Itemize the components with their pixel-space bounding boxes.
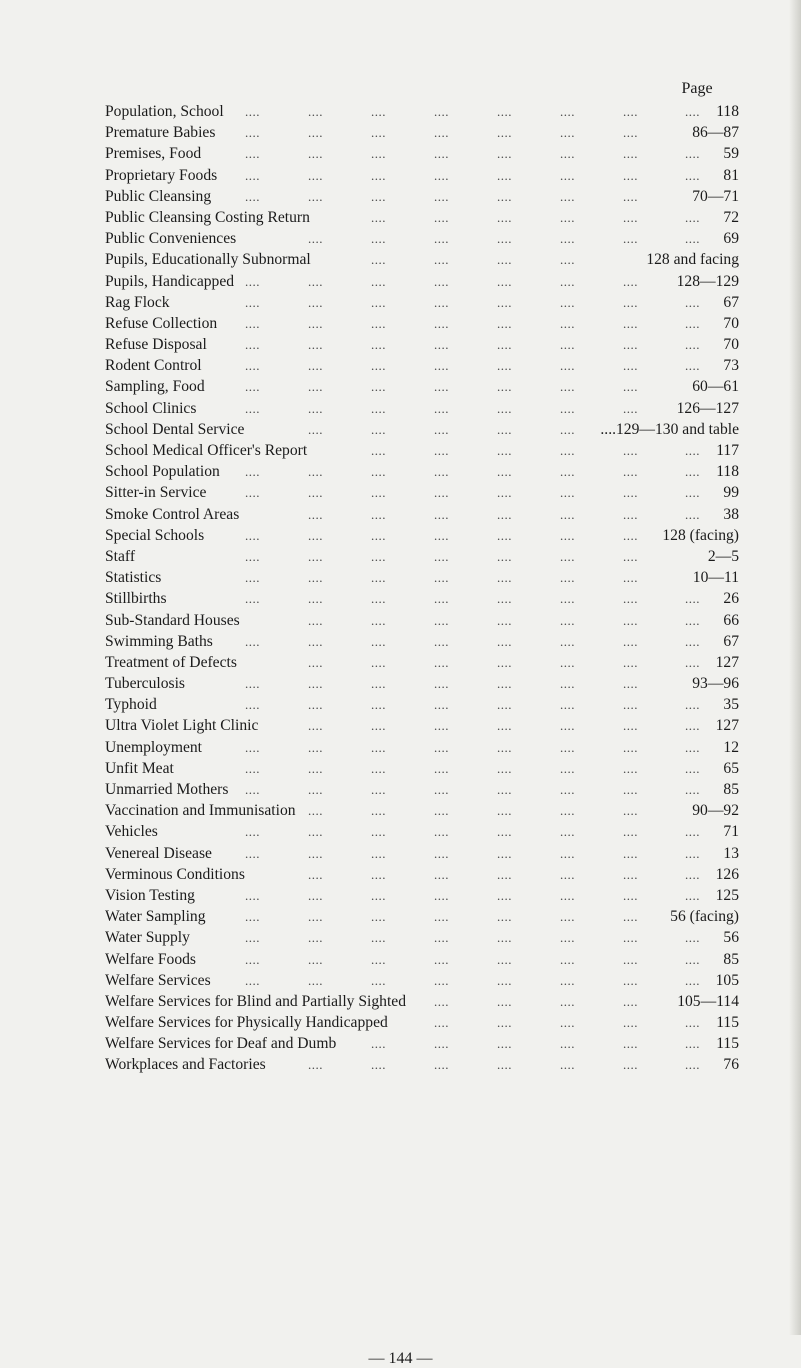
index-entry <box>105 186 739 207</box>
index-entry <box>105 419 739 440</box>
index-term: Refuse Disposal <box>105 336 207 354</box>
index-page-ref: 69 <box>723 230 739 248</box>
index-page-ref: 65 <box>723 759 739 777</box>
index-page-ref: 13 <box>723 844 739 862</box>
index-term: Treatment of Defects <box>105 653 237 671</box>
leader-dots: .... .... .... .... .... .... .... .... <box>245 887 700 903</box>
index-term: Welfare Services for Blind and Partially Sighted <box>105 992 407 1010</box>
leader-dots: .... .... .... .... .... .... .... .... <box>245 697 700 713</box>
index-term: Typhoid <box>105 696 157 714</box>
index-page-ref: 67 <box>723 293 739 311</box>
leader-dots: .... .... .... .... .... .... .... .... <box>245 358 700 374</box>
index-entry <box>105 482 739 503</box>
index-page-ref: 70—71 <box>692 187 739 205</box>
index-entry <box>105 122 739 143</box>
index-term: Rag Flock <box>105 293 170 311</box>
index-page-ref: 118 <box>716 463 739 481</box>
leader-dots: .... .... .... .... .... .... <box>371 209 700 225</box>
index-entry <box>105 758 739 779</box>
index-page-ref: 56 (facing) <box>670 908 739 926</box>
index-entry <box>105 334 739 355</box>
leader-dots: .... .... .... .... .... .... .... .... <box>245 760 700 776</box>
index-term: Welfare Services for Deaf and Dumb <box>105 1035 337 1053</box>
index-entry <box>105 949 739 970</box>
index-term: Water Supply <box>105 929 190 947</box>
index-entry <box>105 525 739 546</box>
index-term: Workplaces and Factories <box>105 1056 266 1074</box>
index-term: Sub-Standard Houses <box>105 611 240 629</box>
index-entry <box>105 715 739 736</box>
index-page-ref: 70 <box>723 336 739 354</box>
leader-dots: .... .... .... .... .... .... .... .... <box>245 104 700 119</box>
index-entry <box>105 207 739 228</box>
leader-dots: .... .... .... .... .... .... .... <box>245 570 638 586</box>
index-page-ref: 35 <box>723 696 739 714</box>
index-page-ref: 93—96 <box>692 675 739 693</box>
index-term: Population, School <box>105 103 224 120</box>
index-page-ref: 67 <box>723 632 739 650</box>
index-term: Sampling, Food <box>105 378 205 396</box>
index-entry <box>105 970 739 991</box>
leader-dots: .... .... .... .... .... .... .... <box>308 718 700 734</box>
leader-dots: .... .... .... .... .... .... .... <box>308 1057 700 1073</box>
index-entry <box>105 843 739 864</box>
index-entry <box>105 313 739 334</box>
index-entry <box>105 1033 739 1054</box>
index-entry <box>105 885 739 906</box>
leader-dots: .... .... .... .... .... <box>434 1015 700 1031</box>
index-term: Smoke Control Areas <box>105 505 240 523</box>
index-entry <box>105 461 739 482</box>
index-entry <box>105 588 739 609</box>
index-term: Refuse Collection <box>105 314 218 332</box>
leader-dots: .... .... .... .... <box>434 993 638 1009</box>
page-edge-shadow <box>789 0 801 1335</box>
index-page-ref: 126—127 <box>676 399 739 417</box>
leader-dots: .... .... .... .... .... .... .... .... <box>245 167 700 183</box>
index-entry <box>105 271 739 292</box>
page-folio: — 144 — <box>368 1350 433 1367</box>
index-term: Swimming Baths <box>105 632 213 650</box>
index-term: Vision Testing <box>105 886 195 904</box>
index-list <box>105 101 739 1076</box>
leader-dots: .... .... .... .... .... .... .... .... <box>245 337 700 353</box>
index-entry <box>105 694 739 715</box>
leader-dots: .... .... .... .... .... .... .... <box>245 527 638 543</box>
leader-dots: .... .... .... .... .... .... .... .... <box>245 146 700 162</box>
index-page-ref: 127 <box>715 653 739 671</box>
index-entry <box>105 165 739 186</box>
leader-dots: .... .... .... .... .... .... .... .... <box>245 739 700 755</box>
index-entry <box>105 355 739 376</box>
index-entry <box>105 800 739 821</box>
index-page-ref: 66 <box>723 611 739 629</box>
index-page-ref: 70 <box>723 314 739 332</box>
index-page-ref: 59 <box>723 145 739 163</box>
index-page-ref: 125 <box>715 886 739 904</box>
index-entry <box>105 991 739 1012</box>
index-term: Public Conveniences <box>105 230 237 248</box>
index-term: School Population <box>105 463 220 481</box>
index-page-ref: 71 <box>723 823 739 841</box>
index-entry <box>105 228 739 249</box>
index-term: Welfare Services for Physically Handicapped <box>105 1014 388 1032</box>
leader-dots: .... .... .... .... .... .... .... <box>245 548 638 564</box>
index-page-ref: 115 <box>716 1014 739 1032</box>
index-entry <box>105 292 739 313</box>
index-entry <box>105 779 739 800</box>
index-entry <box>105 1012 739 1033</box>
index-term: Unfit Meat <box>105 759 174 777</box>
index-entry <box>105 737 739 758</box>
index-page-ref: 85 <box>723 950 739 968</box>
index-page-ref: 105—114 <box>677 992 739 1010</box>
index-term: Unmarried Mothers <box>105 781 229 798</box>
leader-dots: .... .... .... .... .... .... .... .... <box>245 930 700 946</box>
index-page-ref: 85 <box>723 781 739 798</box>
index-entry <box>105 673 739 694</box>
index-term: Special Schools <box>105 526 205 544</box>
index-page-ref: 126 <box>715 865 739 883</box>
index-entry <box>105 546 739 567</box>
index-entry <box>105 376 739 397</box>
leader-dots: .... .... .... .... .... .... .... .... <box>245 972 700 988</box>
index-term: Venereal Disease <box>105 844 212 862</box>
index-term: Staff <box>105 547 136 565</box>
index-term: Verminous Conditions <box>105 865 245 883</box>
index-page-ref: 26 <box>723 590 739 608</box>
index-term: Public Cleansing Costing Return <box>105 208 310 226</box>
page-column-heading: Page <box>681 80 713 97</box>
index-page-ref: 56 <box>723 929 739 947</box>
leader-dots: .... .... .... .... .... .... .... .... <box>245 591 700 607</box>
leader-dots: .... .... .... .... .... .... .... <box>308 612 700 628</box>
leader-dots: .... .... .... .... .... .... .... <box>308 231 700 247</box>
index-entry <box>105 631 739 652</box>
index-entry <box>105 143 739 164</box>
leader-dots: .... .... .... .... .... .... .... <box>245 676 638 692</box>
index-page-ref: 105 <box>715 971 739 989</box>
leader-dots: .... .... .... .... .... .... <box>371 1036 700 1052</box>
index-page-ref: 12 <box>723 738 739 756</box>
index-entry <box>105 504 739 525</box>
index-page-ref: 127 <box>715 717 739 735</box>
leader-dots: .... .... .... .... .... .... <box>371 443 700 458</box>
index-entry <box>105 567 739 588</box>
index-term: Welfare Services <box>105 971 211 989</box>
leader-dots: .... .... .... .... .... .... .... <box>308 506 700 522</box>
leader-dots: .... .... .... .... .... .... .... .... <box>245 845 700 861</box>
leader-dots: .... .... .... .... .... .... .... <box>245 188 638 204</box>
index-page-ref: 60—61 <box>692 378 739 396</box>
index-term: Proprietary Foods <box>105 166 218 184</box>
leader-dots: .... .... .... .... .... .... .... <box>245 400 638 416</box>
index-entry <box>105 101 739 122</box>
index-term: Pupils, Handicapped <box>105 272 235 290</box>
leader-dots: .... .... .... .... .... .... .... <box>245 273 638 289</box>
leader-dots: .... .... .... .... .... .... .... <box>308 866 700 882</box>
index-term: Vaccination and Immunisation <box>105 802 296 820</box>
index-term: Vehicles <box>105 823 158 841</box>
index-page-ref: 117 <box>716 442 739 459</box>
index-term: Statistics <box>105 569 162 587</box>
index-term: Premature Babies <box>105 124 216 142</box>
leader-dots: .... .... .... .... .... .... .... .... <box>245 464 700 480</box>
index-entry <box>105 398 739 419</box>
index-page-ref: 76 <box>723 1056 739 1074</box>
index-term: School Clinics <box>105 399 197 417</box>
leader-dots: .... .... .... .... .... .... <box>308 803 638 819</box>
index-page-ref: 128—129 <box>676 272 739 290</box>
index-page-ref: 115 <box>716 1035 739 1053</box>
index-page-ref: ....129—130 and table <box>600 420 739 438</box>
leader-dots: .... .... .... .... .... .... .... <box>245 125 638 141</box>
index-term: Rodent Control <box>105 357 202 375</box>
index-entry <box>105 927 739 948</box>
leader-dots: .... .... .... .... .... .... .... .... <box>245 294 700 310</box>
index-entry <box>105 906 739 927</box>
leader-dots: .... .... .... .... .... .... .... .... <box>245 951 700 967</box>
index-entry <box>105 1054 739 1075</box>
leader-dots: .... .... .... .... .... .... .... <box>245 909 638 925</box>
index-term: Unemployment <box>105 738 203 756</box>
index-term: Water Sampling <box>105 908 206 926</box>
leader-dots: .... .... .... .... .... <box>308 421 575 437</box>
index-page-ref: 72 <box>723 208 739 226</box>
index-entry <box>105 249 739 270</box>
index-term: Welfare Foods <box>105 950 196 968</box>
leader-dots: .... .... .... .... .... .... .... .... <box>245 485 700 501</box>
index-page-ref: 81 <box>723 166 739 184</box>
leader-dots: .... .... .... .... .... .... .... .... <box>245 824 700 840</box>
leader-dots: .... .... .... .... <box>371 252 575 268</box>
index-page-ref: 118 <box>716 103 739 120</box>
index-term: Tuberculosis <box>105 675 186 693</box>
index-page-ref: 99 <box>723 484 739 502</box>
index-term: Stillbirths <box>105 590 167 608</box>
leader-dots: .... .... .... .... .... .... .... <box>245 379 638 395</box>
index-page-ref: 38 <box>723 505 739 523</box>
leader-dots: .... .... .... .... .... .... .... .... <box>245 315 700 331</box>
index-term: School Dental Service <box>105 420 245 438</box>
index-term: Pupils, Educationally Subnormal <box>105 251 311 269</box>
index-entry <box>105 652 739 673</box>
index-term: Ultra Violet Light Clinic <box>105 717 259 735</box>
index-term: Sitter-in Service <box>105 484 207 502</box>
index-entry <box>105 864 739 885</box>
leader-dots: .... .... .... .... .... .... .... <box>308 654 700 670</box>
index-page-ref: 128 and facing <box>646 251 739 269</box>
index-entry <box>105 440 739 461</box>
index-term: Premises, Food <box>105 145 202 163</box>
index-page-ref: 73 <box>723 357 739 375</box>
index-page-ref: 10—11 <box>692 569 739 587</box>
index-page-ref: 86—87 <box>692 124 739 142</box>
index-entry <box>105 821 739 842</box>
index-entry <box>105 610 739 631</box>
leader-dots: .... .... .... .... .... .... .... .... <box>245 633 700 649</box>
index-page-ref: 90—92 <box>692 802 739 820</box>
index-term: School Medical Officer's Report <box>105 442 308 459</box>
leader-dots: .... .... .... .... .... .... .... .... <box>245 782 700 797</box>
index-page-ref: 128 (facing) <box>662 526 739 544</box>
index-page-ref: 2—5 <box>707 547 739 565</box>
index-term: Public Cleansing <box>105 187 212 205</box>
